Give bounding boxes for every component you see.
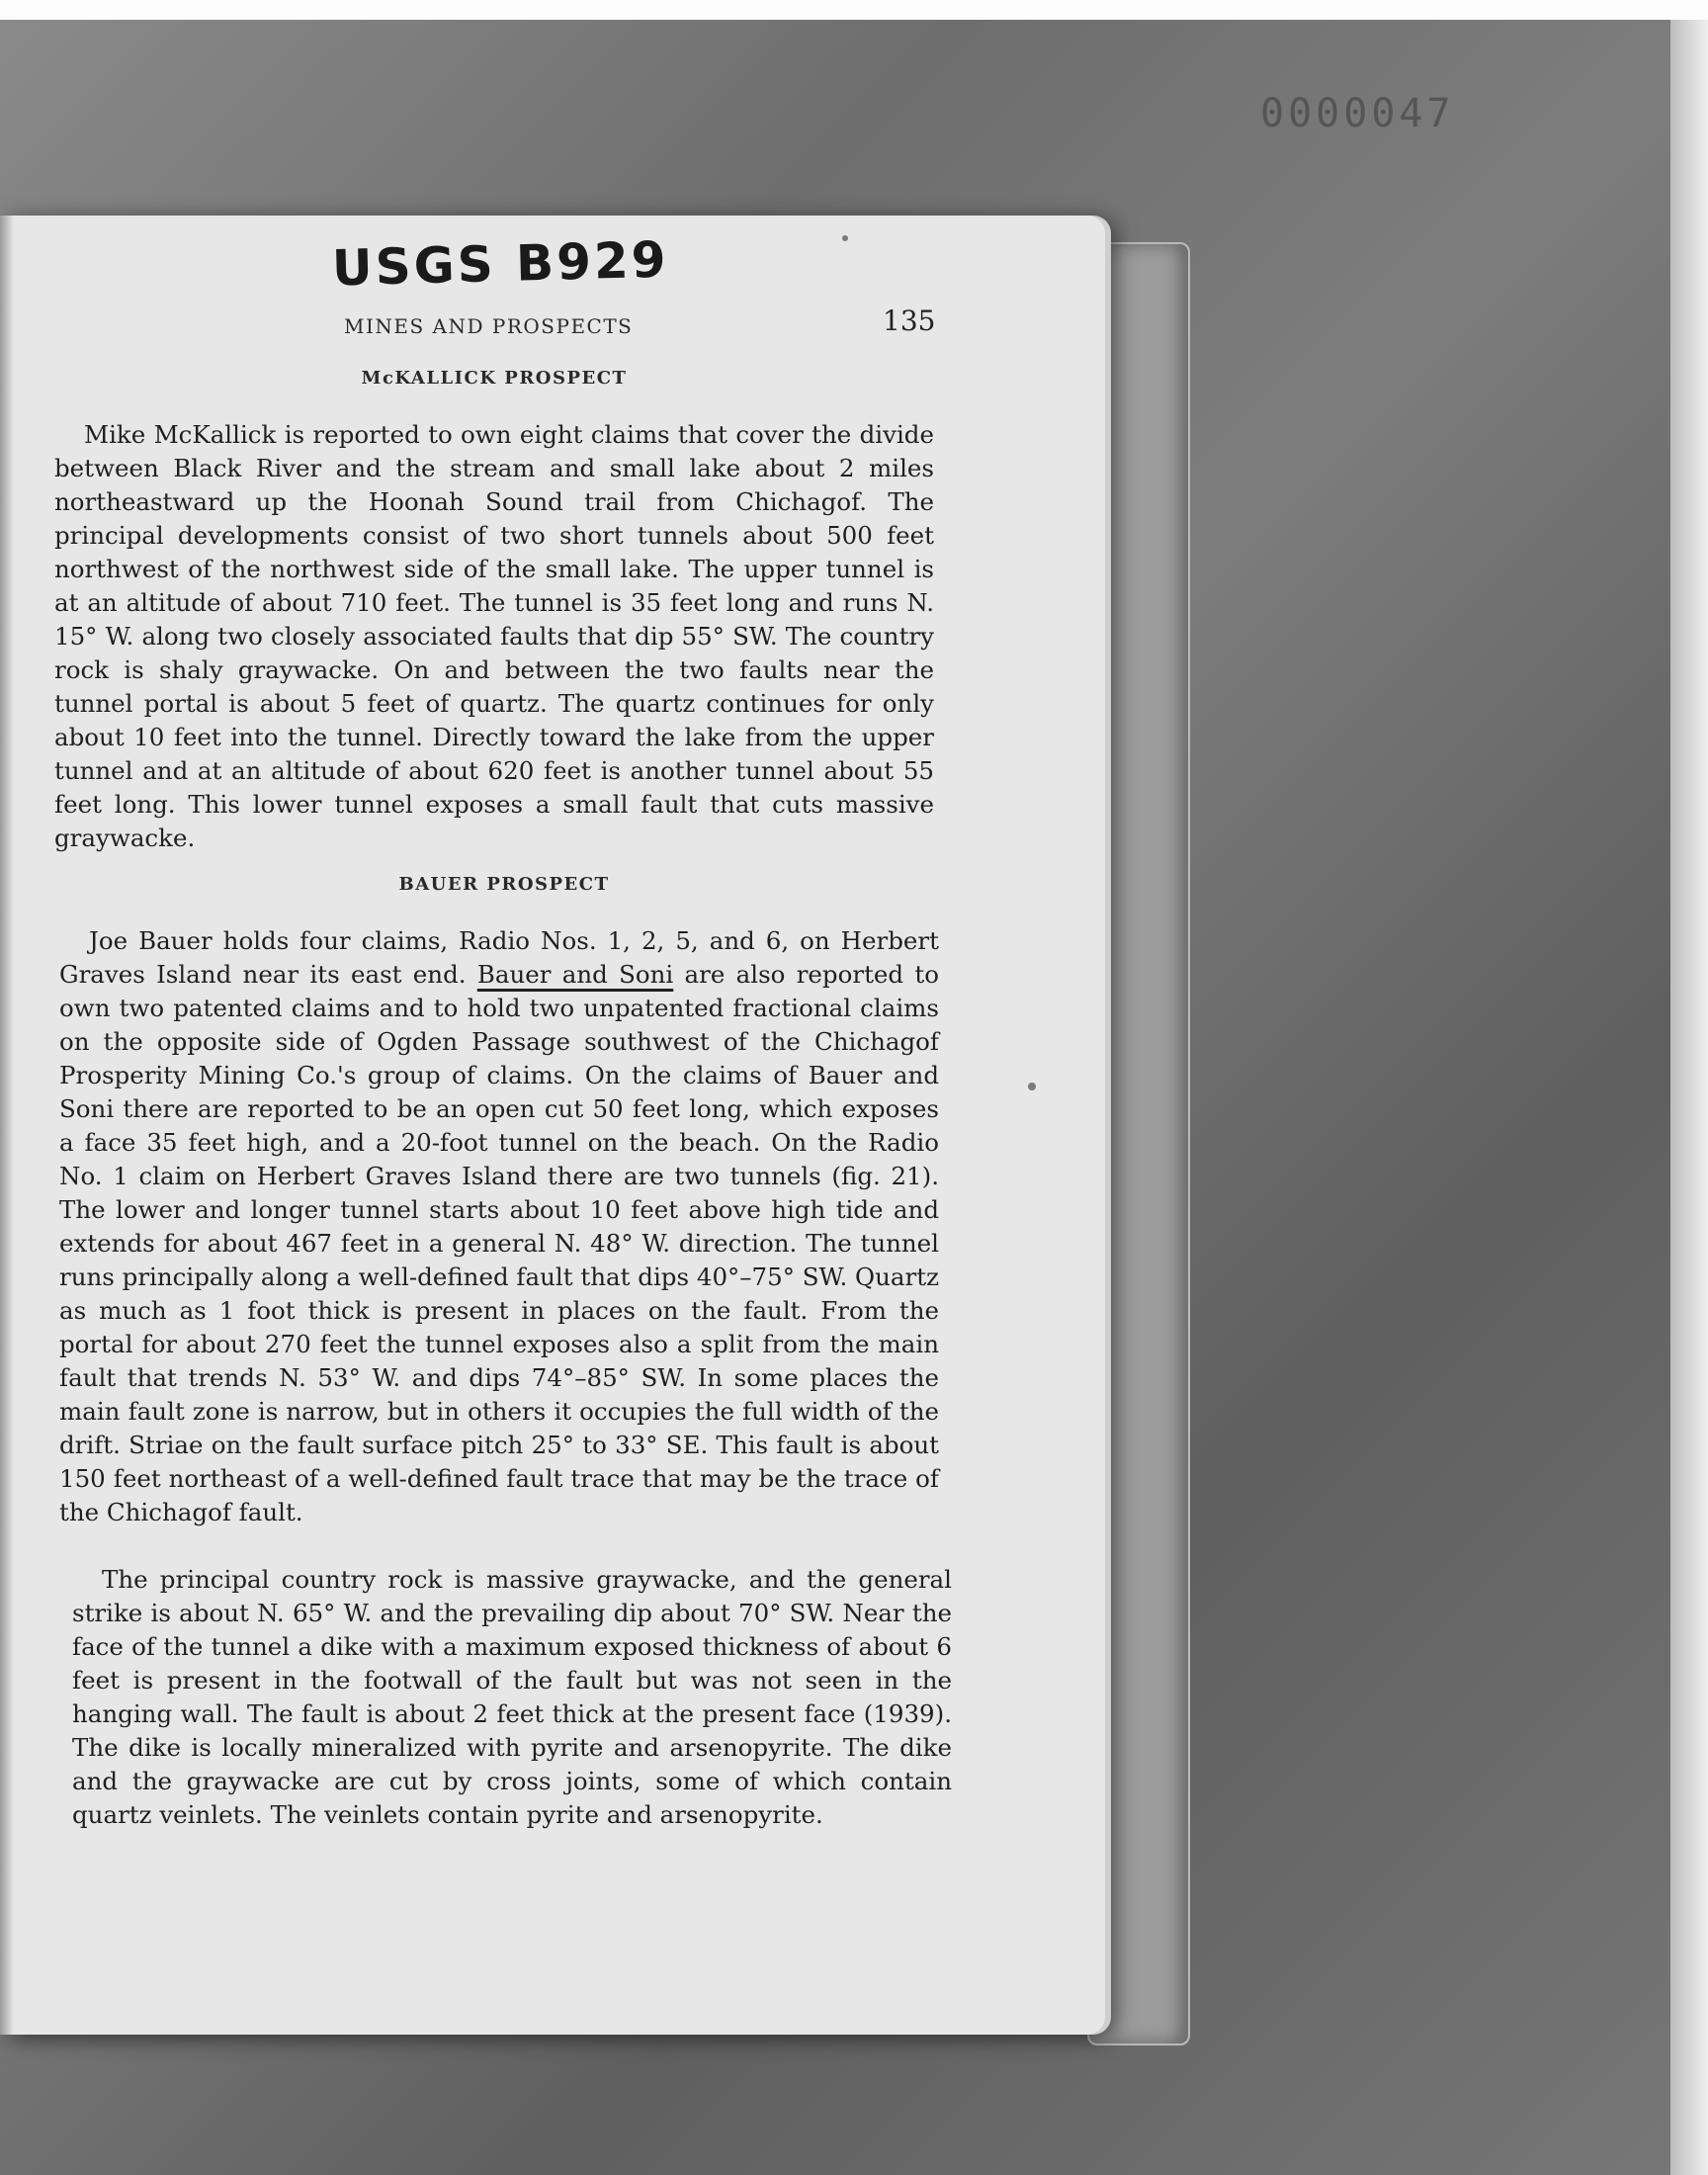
paragraph-mckallick: Mike McKallick is reported to own eight claims that cover the divide between Black River and the stream and small lake about 2 miles northeastward up the Hoonah Sound trail from Chichagof. The principal developments consist of two short tunnels about 500 feet northwest of the northwest side of the small lake. The upper tunnel is at an altitude of about 710 feet. The tunnel is 35 feet long and runs N. 15° W. along two closely associated faults that dip 55° SW. The country rock is shaly graywacke. On and between the two faults near the tunnel portal is about 5 feet of quartz. The quartz continues for only about 10 feet into the tunnel. Directly toward the lake from the upper tunnel and at an altitude of about 620 feet is another tunnel about 55 feet long. This lower tunnel exposes a small fault that cuts massive graywacke. bbox=[54, 419, 934, 852]
running-head: MINES AND PROSPECTS bbox=[344, 314, 634, 338]
corner-stamp: 0000047 bbox=[1260, 91, 1455, 136]
section-title-mckallick: McKALLICK PROSPECT bbox=[361, 368, 628, 389]
section-title-bauer: BAUER PROSPECT bbox=[398, 874, 610, 895]
underlined-text: Bauer and Soni bbox=[476, 959, 674, 989]
scanner-edge bbox=[1670, 20, 1708, 2175]
handwritten-label: USGS B929 bbox=[331, 230, 670, 298]
scan-speck bbox=[842, 235, 848, 241]
paragraph-text: Joe Bauer holds four claims, Radio Nos. 1, 2, 5, and 6, on Herbert Graves Island near its east end. bbox=[59, 925, 939, 989]
page-number: 135 bbox=[883, 304, 936, 337]
paragraph-bauer-2: The principal country rock is massive graywacke, and the general strike is about N. 65° W. and the prevailing dip about 70° SW. Near the face of the tunnel a dike with a maximum exposed thickness of about 6 feet is present in the footwall of the fault but was not seen in the hanging wall. The fault is about 2 feet thick at the present face (1939). The dike is locally mineralized with pyrite and arsenopyrite. The dike and the graywacke are cut by cross joints, some of which contain quartz veinlets. The veinlets contain pyrite and arsenopyrite. bbox=[72, 1564, 952, 1829]
paragraph-bauer-1 bbox=[59, 924, 939, 1529]
scan-speck bbox=[1028, 1083, 1036, 1090]
paragraph-text: are also reported to own two patented claims and to hold two unpatented fractional claims on the opposite side of Ogden Passage southwest of the Chichagof Prosperity Mining Co.'s group of claims. On the claims of Bauer and Soni there are reported to be an open cut 50 feet long, which exposes a face 35 feet high, and a 20-foot tunnel on the beach. On the Radio No. 1 claim on Herbert Graves Island there are two tunnels (fig. 21). The lower and longer tunnel starts about 10 feet above high tide and extends for about 467 feet in a general N. 48° W. direction. The tunnel runs principally along a well-defined fault that dips 40°–75° SW. Quartz as much as 1 foot thick is present in places on the fault. From the portal for about 270 feet the tunnel exposes also a split from the main fault that trends N. 53° W. and dips 74°–85° SW. In some places the main fault zone is narrow, but in others it occupies the full width of the drift. Striae on the fault surface pitch 25° to 33° SE. This fault is about 150 feet northeast of a well-defined fault trace that may be the trace of the Chichagof fault. bbox=[59, 959, 939, 1526]
